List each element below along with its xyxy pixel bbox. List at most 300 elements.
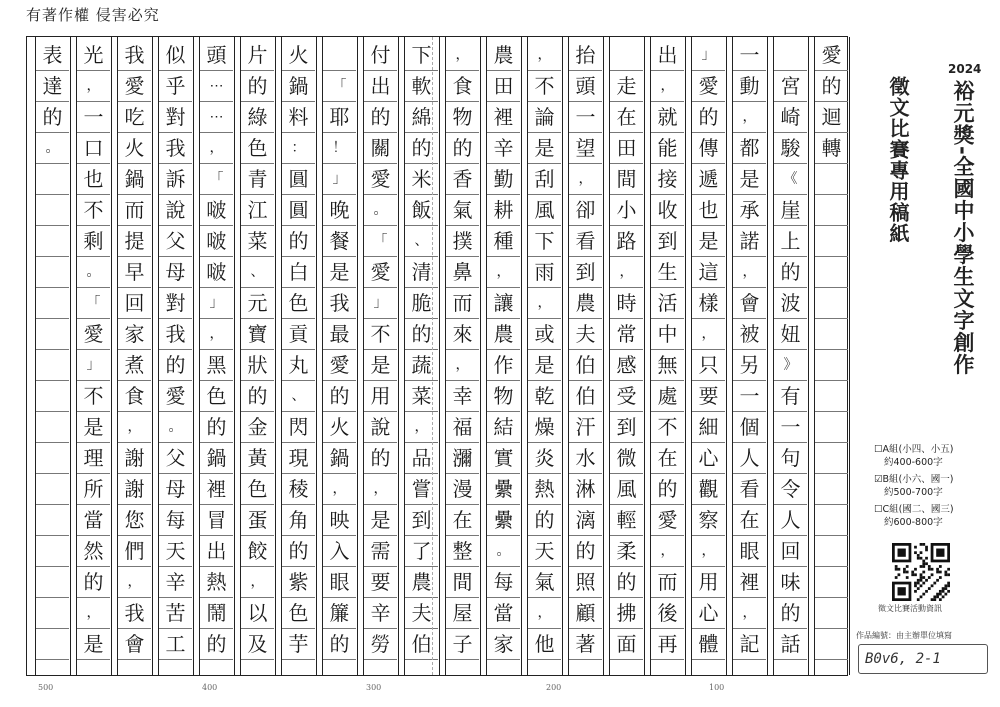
char-cell: ， xyxy=(200,319,233,350)
char-cell: 著 xyxy=(569,629,602,660)
char-cell xyxy=(815,226,848,257)
char-cell: 頭 xyxy=(569,71,602,102)
char-cell: 一 xyxy=(733,381,766,412)
char-cell: 漫 xyxy=(446,474,479,505)
char-cell: 一 xyxy=(774,412,807,443)
char-cell: ， xyxy=(651,536,684,567)
char-cell: 」 xyxy=(364,288,397,319)
char-cell: 田 xyxy=(487,71,520,102)
char-cell: ， xyxy=(405,412,438,443)
char-cell: 感 xyxy=(610,350,643,381)
char-cell: 用 xyxy=(692,567,725,598)
char-cell: ， xyxy=(733,598,766,629)
char-cell: 另 xyxy=(733,350,766,381)
char-cell: 。 xyxy=(364,195,397,226)
form-info-panel xyxy=(852,30,998,700)
char-cell xyxy=(36,226,69,257)
char-cell: 不 xyxy=(77,381,110,412)
char-cell: 母 xyxy=(159,257,192,288)
char-cell: 上 xyxy=(774,226,807,257)
char-cell: 當 xyxy=(77,505,110,536)
char-cell: 愛 xyxy=(118,71,151,102)
char-cell: 您 xyxy=(118,505,151,536)
char-cell: 柔 xyxy=(610,536,643,567)
char-cell: 我 xyxy=(323,288,356,319)
manuscript-column xyxy=(158,37,194,675)
char-cell: 體 xyxy=(692,629,725,660)
char-cell: 燥 xyxy=(528,412,561,443)
char-cell: 理 xyxy=(77,443,110,474)
char-cell: 勞 xyxy=(364,629,397,660)
char-cell: 元 xyxy=(241,288,274,319)
char-cell: 刮 xyxy=(528,164,561,195)
char-cell: 的 xyxy=(528,505,561,536)
char-cell: 在 xyxy=(446,505,479,536)
char-cell: 的 xyxy=(692,102,725,133)
char-cell: 的 xyxy=(323,629,356,660)
char-cell: 熱 xyxy=(200,567,233,598)
char-cell xyxy=(36,164,69,195)
char-cell: 記 xyxy=(733,629,766,660)
char-cell: 白 xyxy=(282,257,315,288)
char-cell: 勤 xyxy=(487,164,520,195)
char-cell: 處 xyxy=(651,381,684,412)
char-cell: 清 xyxy=(405,257,438,288)
char-cell: 不 xyxy=(364,319,397,350)
char-cell: 不 xyxy=(528,71,561,102)
char-cell xyxy=(815,412,848,443)
char-cell: 我 xyxy=(159,133,192,164)
char-cell: 是 xyxy=(692,226,725,257)
char-cell: ， xyxy=(77,598,110,629)
manuscript-grid xyxy=(26,36,848,676)
char-cell: ， xyxy=(446,40,479,71)
char-cell: 」 xyxy=(323,164,356,195)
char-cell: 芋 xyxy=(282,629,315,660)
char-cell: 結 xyxy=(487,412,520,443)
char-cell: 料 xyxy=(282,102,315,133)
char-cell: 色 xyxy=(282,598,315,629)
char-cell: 屋 xyxy=(446,598,479,629)
char-cell: 的 xyxy=(405,319,438,350)
char-cell: ⋯ xyxy=(200,71,233,102)
char-cell: 謝 xyxy=(118,443,151,474)
char-cell: 需 xyxy=(364,536,397,567)
char-cell: 的 xyxy=(159,350,192,381)
char-cell: 是 xyxy=(364,505,397,536)
char-cell: 間 xyxy=(610,164,643,195)
char-cell: 的 xyxy=(364,102,397,133)
char-cell: 的 xyxy=(282,226,315,257)
char-cell: 轉 xyxy=(815,133,848,164)
char-cell: 望 xyxy=(569,133,602,164)
char-cell: ： xyxy=(282,133,315,164)
char-cell: 農 xyxy=(487,319,520,350)
char-cell: ， xyxy=(241,567,274,598)
char-cell: 愛 xyxy=(651,505,684,536)
char-cell: 愛 xyxy=(364,164,397,195)
char-cell: 綠 xyxy=(241,102,274,133)
char-cell: 我 xyxy=(118,40,151,71)
count-label-200: 200 xyxy=(546,683,562,692)
group-range: 約600-800字 xyxy=(884,517,943,528)
char-cell: ， xyxy=(692,536,725,567)
char-cell: 漓 xyxy=(569,505,602,536)
char-cell: 而 xyxy=(651,567,684,598)
char-cell: 然 xyxy=(77,536,110,567)
char-cell: 家 xyxy=(487,629,520,660)
char-cell: 崖 xyxy=(774,195,807,226)
char-cell: 而 xyxy=(118,195,151,226)
char-cell: 風 xyxy=(610,474,643,505)
char-cell: 色 xyxy=(200,381,233,412)
char-cell: 」 xyxy=(692,40,725,71)
char-cell: 是 xyxy=(364,350,397,381)
char-cell: ， xyxy=(610,257,643,288)
char-cell: 餐 xyxy=(323,226,356,257)
char-cell: 水 xyxy=(569,443,602,474)
group-range: 約500-700字 xyxy=(884,487,943,498)
char-cell: 波 xyxy=(774,288,807,319)
char-cell: 出 xyxy=(651,40,684,71)
char-cell: 鼻 xyxy=(446,257,479,288)
char-cell: 田 xyxy=(610,133,643,164)
char-cell: 金 xyxy=(241,412,274,443)
char-cell: 訴 xyxy=(159,164,192,195)
char-cell: 看 xyxy=(733,474,766,505)
char-cell: 只 xyxy=(692,350,725,381)
char-cell: ⋯ xyxy=(200,102,233,133)
char-cell: 及 xyxy=(241,629,274,660)
char-cell: 的 xyxy=(774,257,807,288)
char-cell: 到 xyxy=(569,257,602,288)
char-cell: 都 xyxy=(733,133,766,164)
char-cell: 們 xyxy=(118,536,151,567)
char-cell: 一 xyxy=(77,102,110,133)
char-cell: 辛 xyxy=(364,598,397,629)
char-cell: 伯 xyxy=(569,350,602,381)
group-option-c[interactable] xyxy=(874,503,954,529)
char-cell: 冒 xyxy=(200,505,233,536)
char-cell: 鍋 xyxy=(118,164,151,195)
char-cell: 風 xyxy=(528,195,561,226)
entry-number-value: B0v6, 2-1 xyxy=(865,651,941,667)
char-cell: ， xyxy=(692,319,725,350)
char-cell: 間 xyxy=(446,567,479,598)
char-cell: 的 xyxy=(77,567,110,598)
char-cell: 一 xyxy=(569,102,602,133)
char-cell: 裡 xyxy=(487,102,520,133)
fold-line xyxy=(432,37,433,675)
char-cell: 回 xyxy=(118,288,151,319)
char-cell: 他 xyxy=(528,629,561,660)
char-cell: 黃 xyxy=(241,443,274,474)
count-label-300: 300 xyxy=(366,683,382,692)
char-cell: ， xyxy=(77,71,110,102)
char-cell xyxy=(610,40,643,71)
char-cell: 到 xyxy=(405,505,438,536)
char-cell: 遞 xyxy=(692,164,725,195)
char-cell: 有 xyxy=(774,381,807,412)
char-cell: 似 xyxy=(159,40,192,71)
char-cell: 光 xyxy=(77,40,110,71)
char-cell: 夫 xyxy=(405,598,438,629)
char-cell: 眼 xyxy=(733,536,766,567)
char-cell: 承 xyxy=(733,195,766,226)
manuscript-column xyxy=(773,37,809,675)
qr-code-icon[interactable] xyxy=(892,543,950,601)
char-cell: 是 xyxy=(323,257,356,288)
char-cell: 鍋 xyxy=(200,443,233,474)
char-cell xyxy=(815,350,848,381)
char-cell: 家 xyxy=(118,319,151,350)
char-cell: 不 xyxy=(77,195,110,226)
manuscript-column xyxy=(650,37,686,675)
char-cell: 江 xyxy=(241,195,274,226)
char-cell: 當 xyxy=(487,598,520,629)
char-cell: 也 xyxy=(77,164,110,195)
char-cell: 會 xyxy=(118,629,151,660)
char-cell: 的 xyxy=(569,536,602,567)
char-cell: 早 xyxy=(118,257,151,288)
char-cell: 話 xyxy=(774,629,807,660)
char-cell: 看 xyxy=(569,226,602,257)
char-cell: 剩 xyxy=(77,226,110,257)
char-cell: 「 xyxy=(77,288,110,319)
char-cell xyxy=(36,288,69,319)
char-cell: 吃 xyxy=(118,102,151,133)
char-cell: 鍋 xyxy=(282,71,315,102)
char-cell: 幸 xyxy=(446,381,479,412)
group-option-b[interactable] xyxy=(874,473,954,499)
checked-checkbox-icon: ☑ xyxy=(874,474,883,485)
char-cell: 雨 xyxy=(528,257,561,288)
char-cell: 脆 xyxy=(405,288,438,319)
char-cell: 小 xyxy=(610,195,643,226)
char-cell: 微 xyxy=(610,443,643,474)
char-cell: 人 xyxy=(733,443,766,474)
char-cell: 要 xyxy=(364,567,397,598)
char-cell: 現 xyxy=(282,443,315,474)
char-cell: 時 xyxy=(610,288,643,319)
char-cell xyxy=(815,381,848,412)
char-cell xyxy=(36,629,69,660)
char-cell: 或 xyxy=(528,319,561,350)
char-cell: 中 xyxy=(651,319,684,350)
char-cell xyxy=(36,474,69,505)
char-cell: 不 xyxy=(651,412,684,443)
char-cell: 輕 xyxy=(610,505,643,536)
char-cell: 的 xyxy=(200,629,233,660)
char-cell: 菜 xyxy=(405,381,438,412)
char-cell: 」 xyxy=(77,350,110,381)
char-cell: 所 xyxy=(77,474,110,505)
char-cell xyxy=(36,505,69,536)
char-cell: 人 xyxy=(774,505,807,536)
char-cell: 是 xyxy=(733,164,766,195)
char-cell xyxy=(36,381,69,412)
char-cell: 愛 xyxy=(364,257,397,288)
group-name: B組(小六、國一) xyxy=(882,474,954,485)
char-cell: 伯 xyxy=(405,629,438,660)
char-cell: 迴 xyxy=(815,102,848,133)
char-cell: 令 xyxy=(774,474,807,505)
char-cell: 愛 xyxy=(159,381,192,412)
char-cell xyxy=(36,536,69,567)
copyright-notice: 有著作權 侵害必究 xyxy=(26,6,160,24)
manuscript-column xyxy=(691,37,727,675)
char-cell: 出 xyxy=(200,536,233,567)
char-cell: 「 xyxy=(323,71,356,102)
char-cell: 在 xyxy=(651,443,684,474)
char-cell: 色 xyxy=(241,474,274,505)
char-cell: 口 xyxy=(77,133,110,164)
char-cell: 丸 xyxy=(282,350,315,381)
char-cell: 在 xyxy=(733,505,766,536)
char-cell: 要 xyxy=(692,381,725,412)
char-cell: 貢 xyxy=(282,319,315,350)
char-cell: 父 xyxy=(159,443,192,474)
char-cell xyxy=(815,536,848,567)
char-cell: 母 xyxy=(159,474,192,505)
char-cell: 物 xyxy=(487,381,520,412)
char-cell: 嘗 xyxy=(405,474,438,505)
char-cell: 熱 xyxy=(528,474,561,505)
qr-caption: 徵文比賽活動資訊 xyxy=(878,604,942,613)
char-cell: 菜 xyxy=(241,226,274,257)
char-cell: 謝 xyxy=(118,474,151,505)
char-cell: 駿 xyxy=(774,133,807,164)
char-cell: 耶 xyxy=(323,102,356,133)
char-cell: 寶 xyxy=(241,319,274,350)
char-cell: 氣 xyxy=(446,195,479,226)
char-cell: 天 xyxy=(159,536,192,567)
char-cell: 妞 xyxy=(774,319,807,350)
group-name: A組(小四、小五) xyxy=(882,444,954,455)
char-cell: 耕 xyxy=(487,195,520,226)
char-cell: ， xyxy=(528,288,561,319)
char-cell: 煮 xyxy=(118,350,151,381)
char-cell: 瀰 xyxy=(446,443,479,474)
char-cell: 是 xyxy=(528,350,561,381)
char-cell xyxy=(815,443,848,474)
count-label-500: 500 xyxy=(38,683,54,692)
char-cell: 諾 xyxy=(733,226,766,257)
char-cell: 接 xyxy=(651,164,684,195)
char-cell: 食 xyxy=(446,71,479,102)
group-option-a[interactable] xyxy=(874,443,954,469)
char-cell: 被 xyxy=(733,319,766,350)
char-cell: 崎 xyxy=(774,102,807,133)
char-cell: 後 xyxy=(651,598,684,629)
char-cell: 句 xyxy=(774,443,807,474)
char-cell: 夫 xyxy=(569,319,602,350)
char-cell: 色 xyxy=(241,133,274,164)
char-cell: 個 xyxy=(733,412,766,443)
char-cell: 片 xyxy=(241,40,274,71)
char-cell: 達 xyxy=(36,71,69,102)
char-cell: 農 xyxy=(405,567,438,598)
char-cell: 農 xyxy=(487,40,520,71)
char-cell: 這 xyxy=(692,257,725,288)
char-cell: 、 xyxy=(241,257,274,288)
manuscript-column xyxy=(732,37,768,675)
char-cell: 飯 xyxy=(405,195,438,226)
char-cell: 《 xyxy=(774,164,807,195)
char-cell: 。 xyxy=(159,412,192,443)
char-cell xyxy=(815,598,848,629)
char-cell: 了 xyxy=(405,536,438,567)
char-cell: 的 xyxy=(651,474,684,505)
char-cell: ！ xyxy=(323,133,356,164)
char-cell: 黑 xyxy=(200,350,233,381)
char-cell: 說 xyxy=(159,195,192,226)
char-cell: 汗 xyxy=(569,412,602,443)
char-cell: ， xyxy=(733,257,766,288)
char-cell: 餃 xyxy=(241,536,274,567)
char-cell: 路 xyxy=(610,226,643,257)
char-cell xyxy=(815,257,848,288)
char-cell: 出 xyxy=(364,71,397,102)
form-subtitle: 徵文比賽專用稿紙 xyxy=(886,76,910,244)
char-cell: 宮 xyxy=(774,71,807,102)
char-cell: 心 xyxy=(692,598,725,629)
char-cell: 、 xyxy=(405,226,438,257)
char-cell: ， xyxy=(323,474,356,505)
char-cell: 鍋 xyxy=(323,443,356,474)
char-cell: 晚 xyxy=(323,195,356,226)
char-cell: 卻 xyxy=(569,195,602,226)
char-cell: 頭 xyxy=(200,40,233,71)
char-cell: 心 xyxy=(692,443,725,474)
char-cell: 受 xyxy=(610,381,643,412)
char-cell: 活 xyxy=(651,288,684,319)
char-cell: 纍 xyxy=(487,505,520,536)
char-cell: 最 xyxy=(323,319,356,350)
char-cell xyxy=(815,288,848,319)
count-label-100: 100 xyxy=(709,683,725,692)
char-cell xyxy=(815,474,848,505)
char-cell: ， xyxy=(118,412,151,443)
char-cell: 會 xyxy=(733,288,766,319)
char-cell: 而 xyxy=(446,288,479,319)
char-cell: 愛 xyxy=(323,350,356,381)
char-cell: 、 xyxy=(282,381,315,412)
char-cell: 「 xyxy=(200,164,233,195)
group-checklist xyxy=(874,443,954,533)
char-cell: 是 xyxy=(77,412,110,443)
char-cell: 簾 xyxy=(323,598,356,629)
char-cell: 拂 xyxy=(610,598,643,629)
char-cell: 蔬 xyxy=(405,350,438,381)
char-cell: 顧 xyxy=(569,598,602,629)
char-cell: ， xyxy=(569,164,602,195)
char-cell: 常 xyxy=(610,319,643,350)
char-cell: 。 xyxy=(77,257,110,288)
char-cell: 用 xyxy=(364,381,397,412)
char-cell: 閃 xyxy=(282,412,315,443)
char-cell xyxy=(36,567,69,598)
char-cell xyxy=(815,629,848,660)
char-cell: 表 xyxy=(36,40,69,71)
char-cell: 。 xyxy=(36,133,69,164)
char-cell: 提 xyxy=(118,226,151,257)
char-cell: 的 xyxy=(282,536,315,567)
manuscript-column xyxy=(609,37,645,675)
char-cell xyxy=(36,257,69,288)
char-cell: 面 xyxy=(610,629,643,660)
manuscript-column xyxy=(322,37,358,675)
